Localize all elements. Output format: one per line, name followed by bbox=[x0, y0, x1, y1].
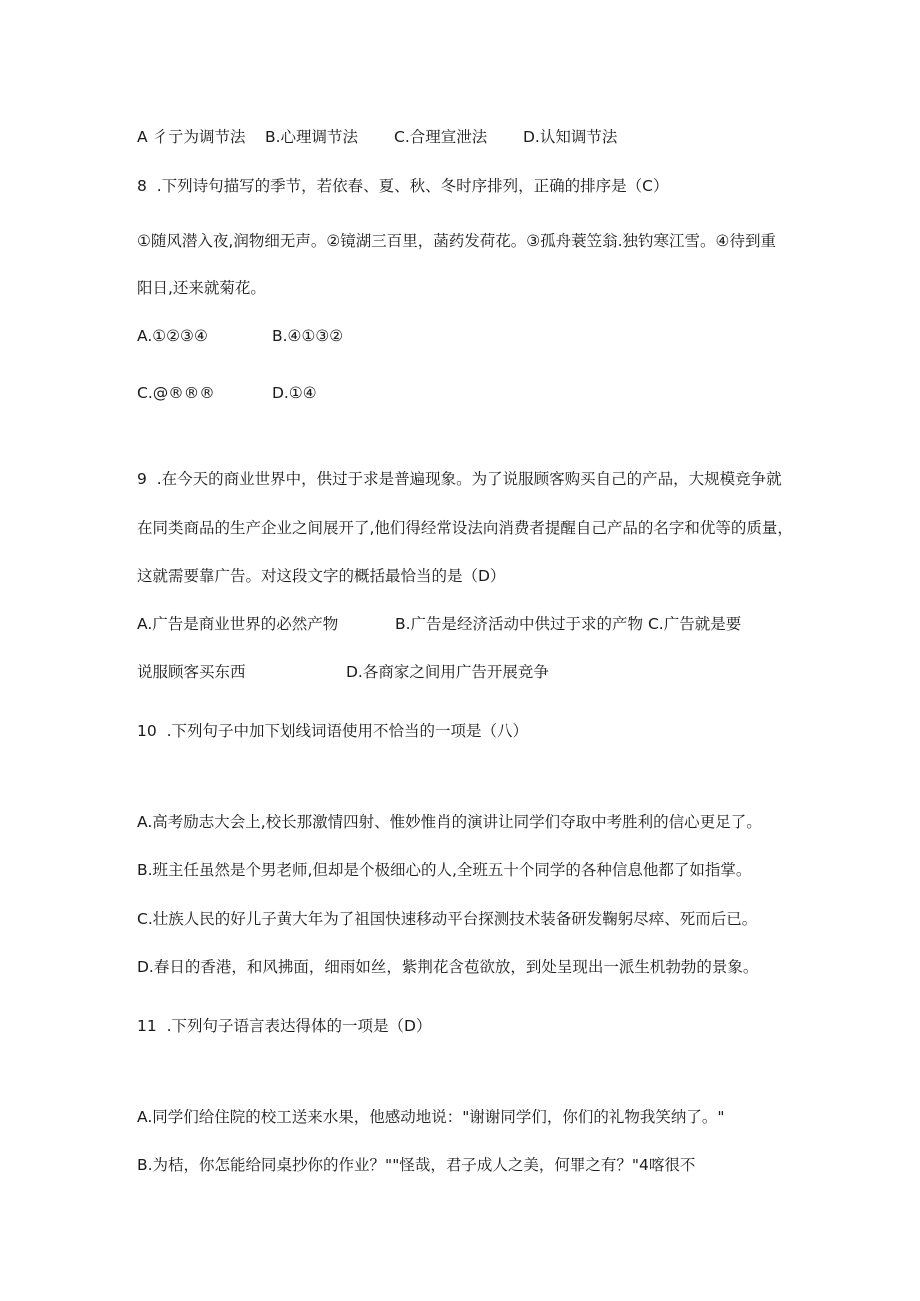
q8-option-c: C.@®®® bbox=[137, 384, 215, 402]
q7-option-a: A 彳亍为调节法 bbox=[137, 128, 246, 146]
q9-option-a: A.广告是商业世界的必然产物 bbox=[137, 615, 339, 633]
q11-stem: 11 .下列句子语言表达得体的一项是（D） bbox=[137, 1017, 432, 1035]
q8-option-b: B.④①③② bbox=[272, 327, 344, 345]
q9-option-d: D.各商家之间用广告开展竞争 bbox=[346, 663, 549, 681]
q10-option-a: A.高考励志大会上,校长那激情四射、惟妙惟肖的演讲让同学们夺取中考胜利的信心更足了。 bbox=[137, 813, 762, 831]
q9-stem-line-1: 9 .在今天的商业世界中，供过于求是普遍现象。为了说服顾客购买自己的产品，大规模竞争就 bbox=[137, 470, 782, 488]
q9-stem-line-3: 这就需要靠广告。对这段文字的概括最恰当的是（D） bbox=[137, 567, 506, 585]
q9-stem-line-2: 在同类商品的生产企业之间展开了,他们得经常设法向消费者提醒自己产品的名字和优等的质量， bbox=[137, 519, 793, 537]
q8-option-d: D.①④ bbox=[272, 384, 317, 402]
q8-text-line-2: 阳日,还来就菊花。 bbox=[137, 279, 266, 297]
q9-option-c-continued: 说服顾客买东西 bbox=[137, 663, 246, 681]
q9-option-b: B.广告是经济活动中供过于求的产物 C.广告就是要 bbox=[395, 615, 742, 633]
q8-text-line-1: ①随风潜入夜,润物细无声。②镜湖三百里，菡药发荷花。③孤舟蓑笠翁.独钓寒江雪。④待到重 bbox=[137, 232, 776, 250]
q7-option-b: B.心理调节法 bbox=[265, 128, 359, 146]
q11-option-b: B.为桔，你怎能给同桌抄你的作业？""怪哉，君子成人之美，何罪之有？"4喀很不 bbox=[137, 1156, 696, 1174]
q10-option-c: C.壮族人民的好儿子黄大年为了祖国快速移动平台探测技术装备研发鞠躬尽瘁、死而后已。 bbox=[137, 910, 758, 928]
q10-option-d: D.春日的香港，和风拂面，细雨如丝，紫荆花含苞欲放，到处呈现出一派生机勃勃的景象。 bbox=[137, 958, 759, 976]
q8-stem: 8 .下列诗句描写的季节，若依春、夏、秋、冬时序排列，正确的排序是（C） bbox=[137, 177, 669, 195]
q11-option-a: A.同学们给住院的校工送来水果，他感动地说："谢谢同学们，你们的礼物我笑纳了。" bbox=[137, 1108, 725, 1126]
q10-option-b: B.班主任虽然是个男老师,但却是个极细心的人,全班五十个同学的各种信息他都了如指掌。 bbox=[137, 861, 752, 879]
q8-option-a: A.①②③④ bbox=[137, 327, 208, 345]
q7-option-c: C.合理宣泄法 bbox=[394, 128, 488, 146]
q10-stem: 10 .下列句子中加下划线词语使用不恰当的一项是（八） bbox=[137, 722, 529, 740]
q7-option-d: D.认知调节法 bbox=[523, 128, 618, 146]
